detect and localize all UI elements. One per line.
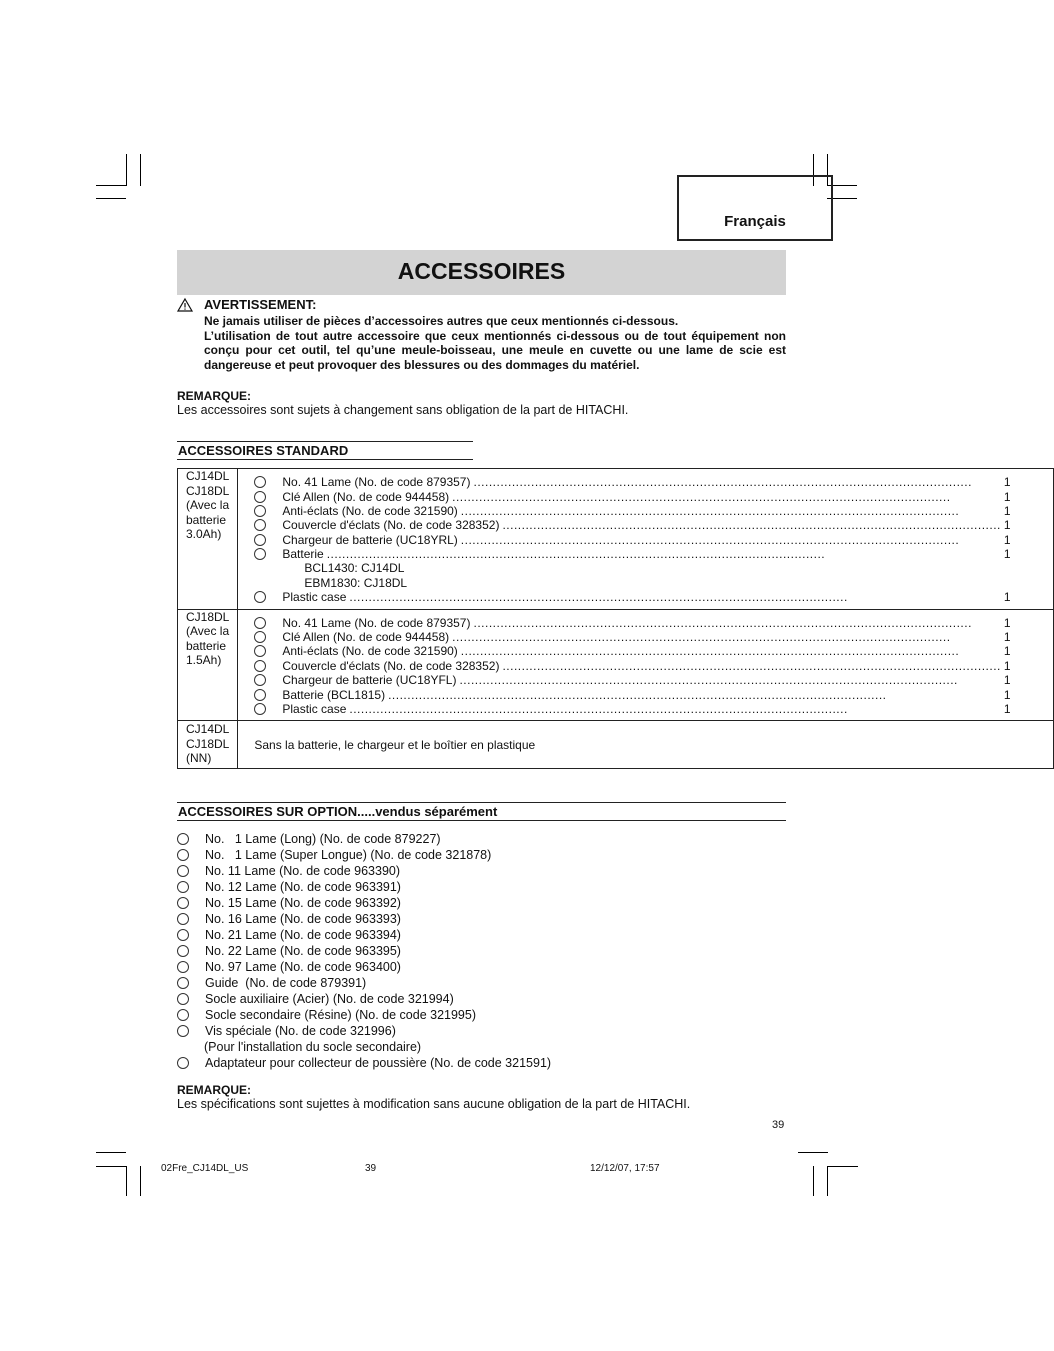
circle-icon (254, 617, 266, 629)
list-item (254, 687, 1010, 701)
note-text: Les accessoires sont sujets à changement sans obligation de la part de HITACHI. (177, 403, 629, 417)
item-name: Anti-éclats (No. de code 321590) (282, 503, 458, 518)
page-title: ACCESSOIRES (397, 258, 566, 284)
note-block (177, 1083, 786, 1111)
model-line: 1.5Ah) (186, 653, 222, 668)
footer-file: 02Fre_CJ14DL_US (161, 1163, 249, 1174)
item-name: Couvercle d'éclats (No. de code 328352) (282, 518, 500, 533)
item-qty: 1 (1003, 630, 1011, 645)
item-qty: 1 (1003, 503, 1011, 518)
model-line: (Avec la (186, 624, 230, 639)
note-heading: REMARQUE: (177, 1083, 251, 1097)
circle-icon (254, 689, 266, 701)
circle-icon (177, 945, 189, 957)
item-qty: 1 (1003, 489, 1011, 504)
item-name: No. 41 Lame (No. de code 879357) (282, 615, 471, 630)
list-item (254, 475, 1010, 489)
list-item (177, 863, 551, 879)
item-name: Plastic case (282, 590, 347, 605)
item-name: Clé Allen (No. de code 944458) (282, 489, 450, 504)
model-line: (NN) (186, 751, 212, 766)
circle-icon (177, 881, 189, 893)
item-qty: 1 (1003, 644, 1011, 659)
leader-dots: .................................................................................................................................. (460, 532, 960, 547)
leader-dots: .................................................................................................................................. (473, 475, 972, 490)
warning-heading: AVERTISSEMENT: (204, 297, 317, 312)
table-row (178, 469, 1054, 610)
item-qty: 1 (1003, 615, 1011, 630)
circle-icon (254, 519, 266, 531)
note-text: Les spécifications sont sujettes à modification sans aucune obligation de la part de HITACHI. (177, 1097, 691, 1111)
item-name: Adaptateur pour collecteur de poussière (No. de code 321591) (205, 1056, 552, 1070)
leader-dots: .................................................................................................................................. (349, 702, 848, 717)
note-block (177, 389, 786, 417)
circle-icon (254, 591, 266, 603)
circle-icon (254, 476, 266, 488)
leader-dots: .................................................................................................................................. (502, 658, 1001, 673)
circle-icon (254, 505, 266, 517)
leader-dots: .................................................................................................................................. (349, 590, 848, 605)
item-name: Couvercle d'éclats (No. de code 328352) (282, 658, 500, 673)
battery-sub-line: EBM1830: CJ18DL (304, 575, 408, 590)
items-cell (238, 469, 1053, 610)
circle-icon (177, 977, 189, 989)
item-qty: 1 (1003, 702, 1011, 717)
item-name: No. 1 Lame (Long) (No. de code 879227) (205, 832, 441, 846)
item-qty: 1 (1003, 687, 1011, 702)
circle-icon (177, 849, 189, 861)
circle-icon (254, 631, 266, 643)
warning-icon (177, 298, 195, 312)
circle-icon (177, 961, 189, 973)
circle-icon (177, 913, 189, 925)
leader-dots: .................................................................................................................................. (460, 503, 960, 518)
item-name: Vis spéciale (No. de code 321996) (205, 1024, 396, 1038)
standard-accessories-table (177, 468, 1054, 769)
footer-date: 12/12/07, 17:57 (590, 1163, 660, 1174)
item-qty: 1 (1003, 658, 1011, 673)
item-name: No. 21 Lame (No. de code 963394) (205, 928, 401, 942)
list-item (254, 673, 1010, 687)
list-item (177, 879, 551, 895)
item-qty: 1 (1003, 547, 1011, 562)
item-name: Chargeur de batterie (UC18YRL) (282, 532, 458, 547)
circle-icon (177, 1057, 189, 1069)
item-qty: 1 (1003, 518, 1011, 533)
list-item (254, 644, 1010, 658)
standard-heading: ACCESSOIRES STANDARD (177, 441, 473, 460)
circle-icon (254, 548, 266, 560)
list-item (254, 616, 1010, 630)
language-label: Français (724, 213, 786, 230)
item-name: No. 12 Lame (No. de code 963391) (205, 880, 401, 894)
list-item (177, 1023, 551, 1039)
item-qty: 1 (1003, 590, 1011, 605)
list-item (254, 659, 1010, 673)
list-item (177, 895, 551, 911)
circle-icon (177, 833, 189, 845)
list-item (177, 1055, 551, 1071)
model-cell (178, 609, 238, 721)
item-name: No. 15 Lame (No. de code 963392) (205, 896, 401, 910)
circle-icon (177, 993, 189, 1005)
list-item (254, 489, 1010, 503)
circle-icon (177, 865, 189, 877)
item-qty: 1 (1003, 673, 1011, 688)
leader-dots: .................................................................................................................................. (452, 630, 951, 645)
circle-icon (177, 1009, 189, 1021)
item-name: No. 11 Lame (No. de code 963390) (205, 864, 401, 878)
list-item (177, 991, 551, 1007)
item-name: Chargeur de batterie (UC18YFL) (282, 673, 457, 688)
item-name: Anti-éclats (No. de code 321590) (282, 644, 458, 659)
circle-icon (177, 897, 189, 909)
leader-dots: .................................................................................................................................. (326, 547, 826, 562)
item-name: Socle auxiliaire (Acier) (No. de code 321994) (205, 992, 454, 1006)
circle-icon (177, 1025, 189, 1037)
list-item (177, 975, 551, 991)
item-name: Socle secondaire (Résine) (No. de code 321995) (205, 1008, 476, 1022)
list-item (254, 630, 1010, 644)
circle-icon (254, 645, 266, 657)
model-line: CJ18DL (186, 736, 230, 751)
title-bar (177, 250, 786, 295)
list-item (177, 927, 551, 943)
model-line: batterie (186, 638, 227, 653)
optional-heading: ACCESSOIRES SUR OPTION.....vendus séparément (177, 802, 786, 821)
item-name: Batterie (282, 547, 324, 562)
leader-dots: .................................................................................................................................. (388, 687, 887, 702)
item-qty: 1 (1003, 532, 1011, 547)
page-number: 39 (772, 1119, 785, 1131)
table-row (178, 609, 1054, 721)
item-name: Guide (No. de code 879391) (205, 976, 367, 990)
warning-line: L’utilisation de tout autre accessoire que ceux mentionnés ci-dessous ou de tout équipement non conçu pour cet outil, tel qu’une meule-boisseau, une meule en cuvette ou une lame de scie est dangereuse et peut provoquer des blessures ou des dommages du matériel. (204, 328, 786, 372)
circle-icon (254, 703, 266, 715)
nn-description: Sans la batterie, le chargeur et le boîtier en plastique (238, 721, 1053, 769)
item-name: Clé Allen (No. de code 944458) (282, 630, 450, 645)
optional-accessories-list (177, 831, 551, 1071)
item-qty: 1 (1003, 475, 1011, 490)
circle-icon (254, 491, 266, 503)
model-line: batterie (186, 512, 227, 527)
list-item (177, 911, 551, 927)
model-line: CJ18DL (186, 483, 230, 498)
leader-dots: .................................................................................................................................. (502, 518, 1001, 533)
leader-dots: .................................................................................................................................. (460, 644, 960, 659)
warning-block (177, 297, 786, 372)
item-name: No. 1 Lame (Super Longue) (No. de code 321878) (205, 848, 492, 862)
list-item (254, 533, 1010, 547)
items-cell (238, 609, 1053, 721)
list-item (254, 590, 1010, 604)
leader-dots: .................................................................................................................................. (459, 673, 958, 688)
list-item (177, 959, 551, 975)
battery-sub-line: BCL1430: CJ14DL (304, 561, 405, 576)
warning-line: Ne jamais utiliser de pièces d’accessoires autres que ceux mentionnés ci-dessous. (204, 314, 679, 328)
list-item (177, 943, 551, 959)
model-line: (Avec la (186, 498, 230, 512)
model-line: CJ14DL (186, 722, 230, 737)
model-cell (178, 469, 238, 610)
circle-icon (254, 674, 266, 686)
list-item (254, 702, 1010, 716)
vis-note: (Pour l'installation du socle secondaire) (204, 1040, 422, 1054)
leader-dots: .................................................................................................................................. (473, 615, 972, 630)
item-name: No. 16 Lame (No. de code 963393) (205, 912, 401, 926)
list-item (177, 1007, 551, 1023)
model-line: CJ14DL (186, 469, 230, 483)
list-item (254, 504, 1010, 518)
item-name: No. 22 Lame (No. de code 963395) (205, 944, 401, 958)
table-row (178, 721, 1054, 769)
circle-icon (254, 660, 266, 672)
model-line: 3.0Ah) (186, 527, 222, 541)
model-line: CJ18DL (186, 609, 230, 624)
footer-page: 39 (365, 1163, 377, 1174)
item-name: Batterie (BCL1815) (282, 687, 386, 702)
note-heading: REMARQUE: (177, 389, 251, 403)
list-item (177, 847, 551, 863)
model-cell (178, 721, 238, 769)
item-name: No. 41 Lame (No. de code 879357) (282, 475, 471, 490)
language-box (677, 175, 833, 241)
item-name: Plastic case (282, 702, 347, 717)
circle-icon (177, 929, 189, 941)
circle-icon (254, 534, 266, 546)
item-name: No. 97 Lame (No. de code 963400) (205, 960, 401, 974)
list-item (254, 518, 1010, 532)
list-item (177, 831, 551, 847)
list-item (254, 547, 1010, 561)
leader-dots: .................................................................................................................................. (452, 489, 951, 504)
